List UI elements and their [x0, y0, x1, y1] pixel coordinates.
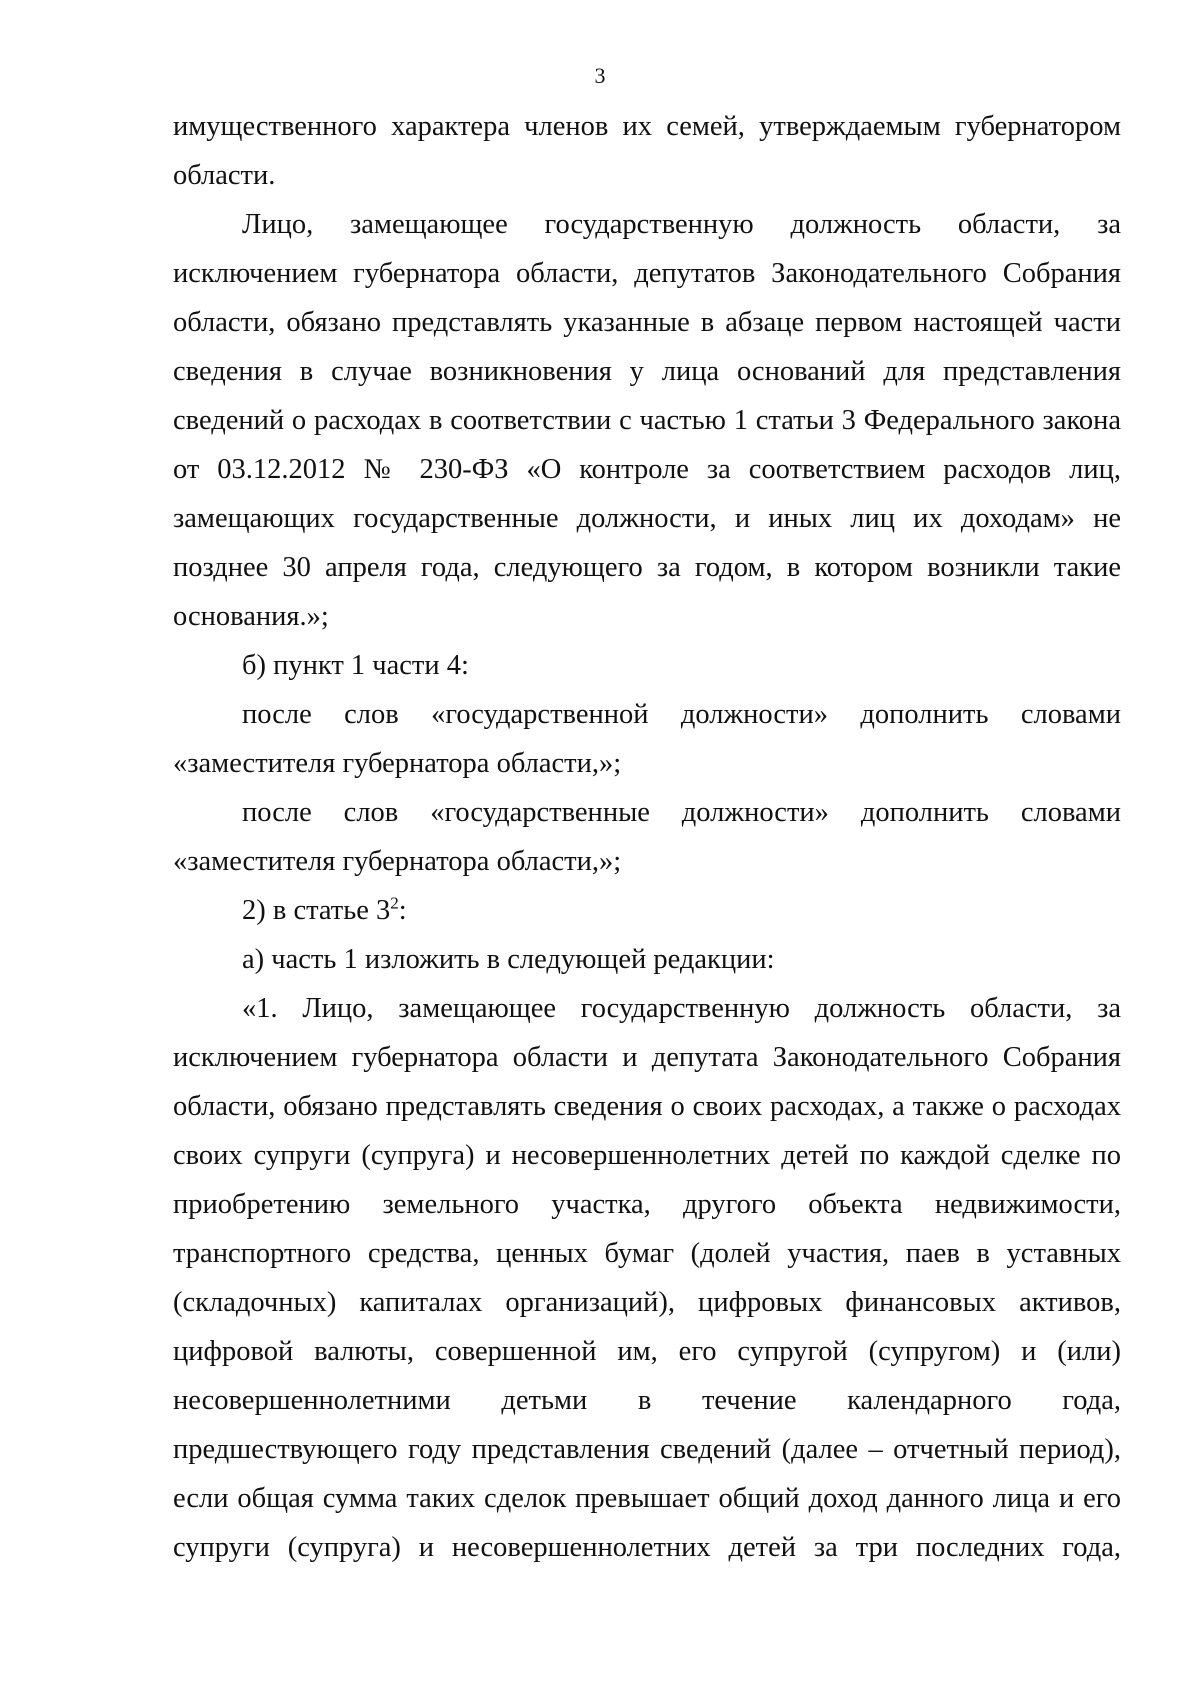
- paragraph-amendment-2: после слов «государственные должности» дополнить словами «заместителя губернатора области,»;: [173, 797, 1121, 877]
- article-colon: :: [398, 895, 407, 926]
- paragraph-item-b: б) пункт 1 части 4:: [242, 650, 469, 681]
- paragraph-amendment-1: после слов «государственной должности» дополнить словами «заместителя губернатора области,»;: [173, 699, 1121, 779]
- page-number: 3: [594, 63, 606, 88]
- document-body: [173, 102, 1121, 1572]
- article-superscript: 2: [390, 893, 399, 913]
- paragraph-continuation: имущественного характера членов их семей, утверждаемым губернатором области.: [173, 111, 1121, 191]
- paragraph-persons-obligation: Лицо, замещающее государственную должность области, за исключением губернатора области, депутатов Законодательного Собрания области, обязано представлять указанные в абзаце первом настоящей части сведения в случае возникновения у лица оснований для представления сведений о расходах в соответствии с частью 1 статьи 3 Федерального закона от 03.12.2012 № 230-ФЗ «О контроле за соответствием расходов лиц, замещающих государственные должности, и иных лиц их доходам» не позднее 30 апреля года, следующего за годом, в котором возникли такие основания.»;: [173, 209, 1121, 632]
- paragraph-item-a: а) часть 1 изложить в следующей редакции:: [242, 944, 775, 975]
- paragraph-new-part-1: «1. Лицо, замещающее государственную должность области, за исключением губернатора области и депутата Законодательного Собрания области, обязано представлять сведения о своих расходах, а также о расходах своих супруги (супруга) и несовершеннолетних детей по каждой сделке по приобретению земельного участка, другого объекта недвижимости, транспортного средства, ценных бумаг (долей участия, паев в уставных (складочных) капиталах организаций), цифровых финансовых активов, цифровой валюты, совершенной им, его супругой (супругом) и (или) несовершеннолетними детьми в течение календарного года, предшествующего году представления сведений (далее – отчетный период), если общая сумма таких сделок превышает общий доход данного лица и его супруги (супруга) и несовершеннолетних детей за три последних года,: [173, 993, 1121, 1563]
- article-label: 2) в статье 3: [242, 895, 391, 926]
- paragraph-article-heading: [173, 886, 1121, 935]
